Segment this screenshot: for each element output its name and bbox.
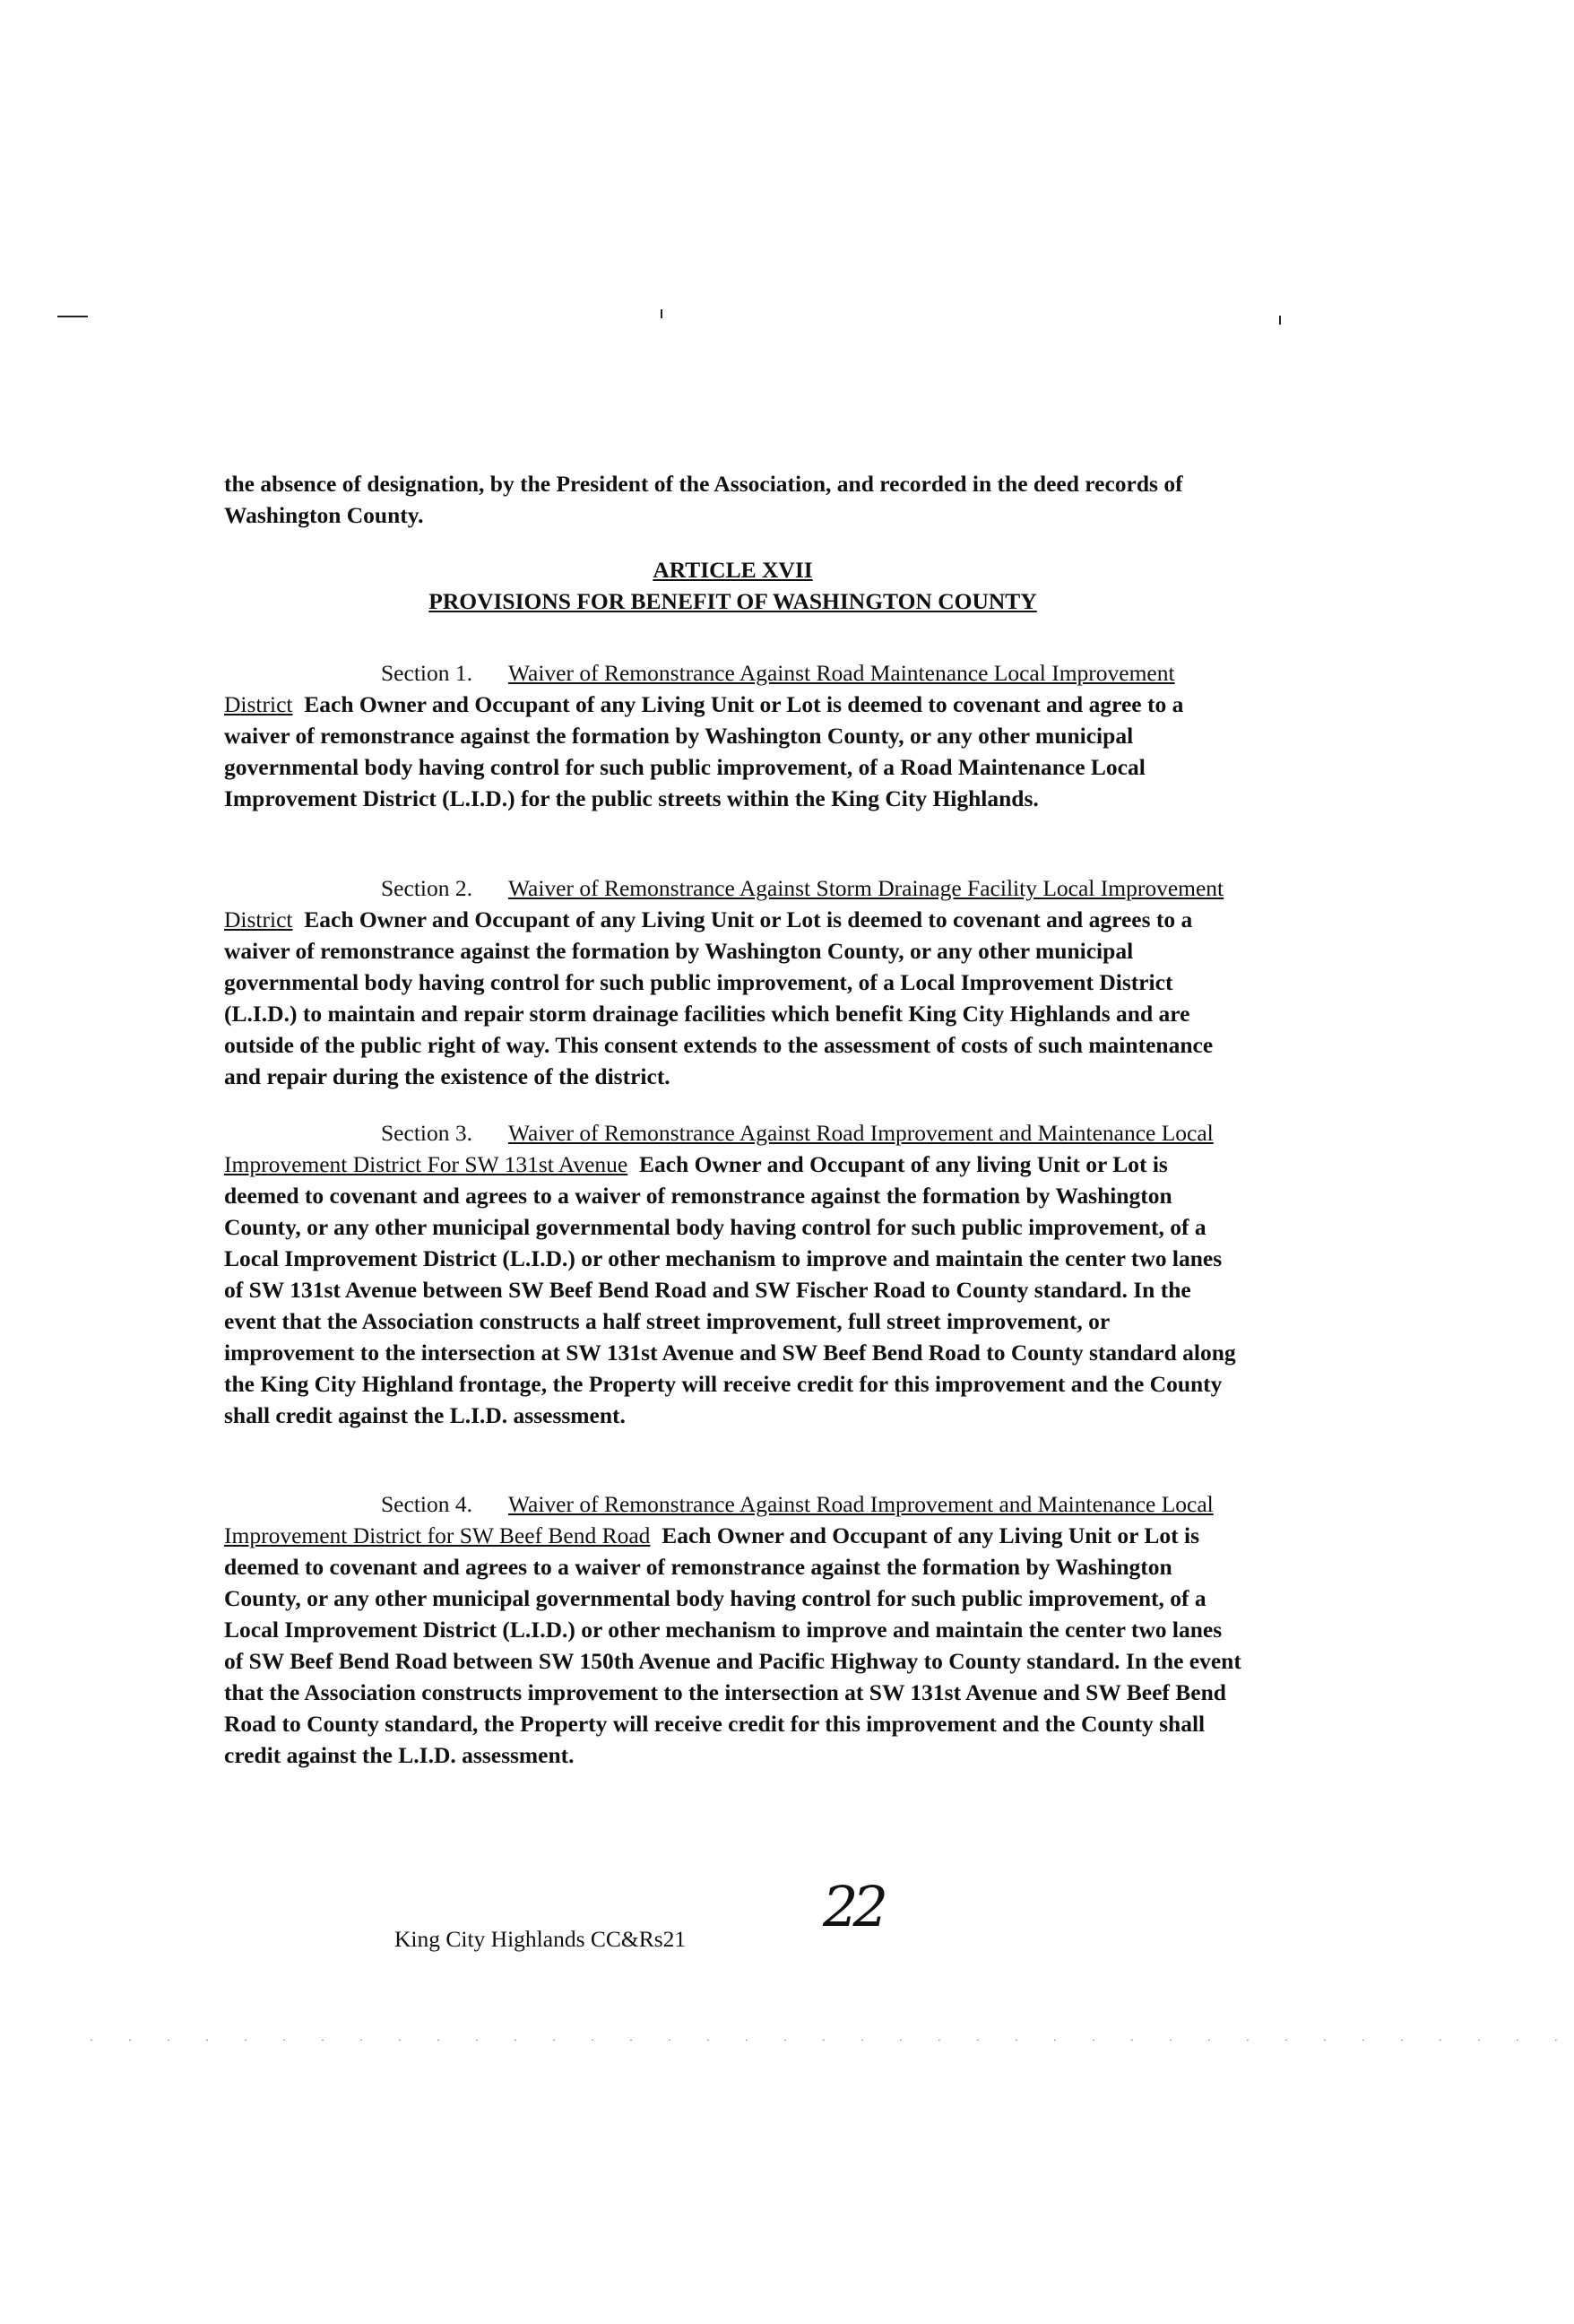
section-label: Section 3. [381,1120,472,1146]
section-2 [224,872,1241,1092]
article-number: ARTICLE XVII [653,557,813,583]
scan-dash-mark [57,316,88,317]
scan-noise-dots: · · · · · · · · · · · · · · · · · · · · · · · · · · · · · · · · · · · · · · · [90,2034,1574,2046]
section-1 [224,657,1241,814]
section-body: Each Owner and Occupant of any Living Unit or Lot is deemed to covenant and agree to a waiver of remonstrance against the formation by Washington County, or any other municipal governmental body having control for such public improvement, of a Road Maintenance Local Improvement District (L.I.D.) for the public streets within the King City Highlands. [224,691,1184,811]
scan-tick-mark [1279,316,1281,325]
section-title: Waiver of Remonstrance Against Road Improvement and Maintenance Local Improvement District for SW Beef Bend Road [224,1491,1214,1548]
scan-tick-mark [661,309,662,318]
article-heading [224,554,1241,617]
section-4 [224,1488,1241,1771]
section-title: Waiver of Remonstrance Against Storm Drainage Facility Local Improvement District [224,875,1224,932]
article-title: PROVISIONS FOR BENEFIT OF WASHINGTON COUNTY [428,588,1037,614]
section-label: Section 1. [381,660,472,686]
section-title: Waiver of Remonstrance Against Road Maintenance Local Improvement District [224,660,1175,717]
page-footer: King City Highlands CC&Rs21 [394,1926,687,1952]
section-label: Section 4. [381,1491,472,1517]
section-3 [224,1117,1241,1431]
section-title: Waiver of Remonstrance Against Road Improvement and Maintenance Local Improvement District For SW 131st Avenue [224,1120,1214,1177]
section-body: Each Owner and Occupant of any Living Unit or Lot is deemed to covenant and agrees to a waiver of remonstrance against the formation by Washington County, or any other municipal governmental body having control for such public improvement, of a Local Improvement District (L.I.D.) to maintain and repair storm drainage facilities which benefit King City Highlands and are outside of the public right of way. This consent extends to the assessment of costs of such maintenance and repair during the existence of the district. [224,906,1214,1089]
handwritten-page-number: 22 [823,1874,883,1939]
section-body: Each Owner and Occupant of any Living Unit or Lot is deemed to covenant and agrees to a waiver of remonstrance against the formation by Washington County, or any other municipal governmental body having control for such public improvement, of a Local Improvement District (L.I.D.) or other mechanism to improve and maintain the center two lanes of SW Beef Bend Road between SW 150th Avenue and Pacific Highway to County standard. In the event that the Association constructs improvement to the intersection at SW 131st Avenue and SW Beef Bend Road to County standard, the Property will receive credit for this improvement and the County shall credit against the L.I.D. assessment. [224,1522,1241,1768]
intro-paragraph: the absence of designation, by the President of the Association, and recorded in the deed records of Washington County. [224,471,1183,528]
section-label: Section 2. [381,875,472,901]
section-body: Each Owner and Occupant of any living Unit or Lot is deemed to covenant and agrees to a waiver of remonstrance against the formation by Washington County, or any other municipal governmental body having control for such public improvement, of a Local Improvement District (L.I.D.) or other mechanism to improve and maintain the center two lanes of SW 131st Avenue between SW Beef Bend Road and SW Fischer Road to County standard. In the event that the Association constructs a half street improvement, full street improvement, or improvement to the intersection at SW 131st Avenue and SW Beef Bend Road to County standard along the King City Highland frontage, the Property will receive credit for this improvement and the County shall credit against the L.I.D. assessment. [224,1151,1236,1428]
